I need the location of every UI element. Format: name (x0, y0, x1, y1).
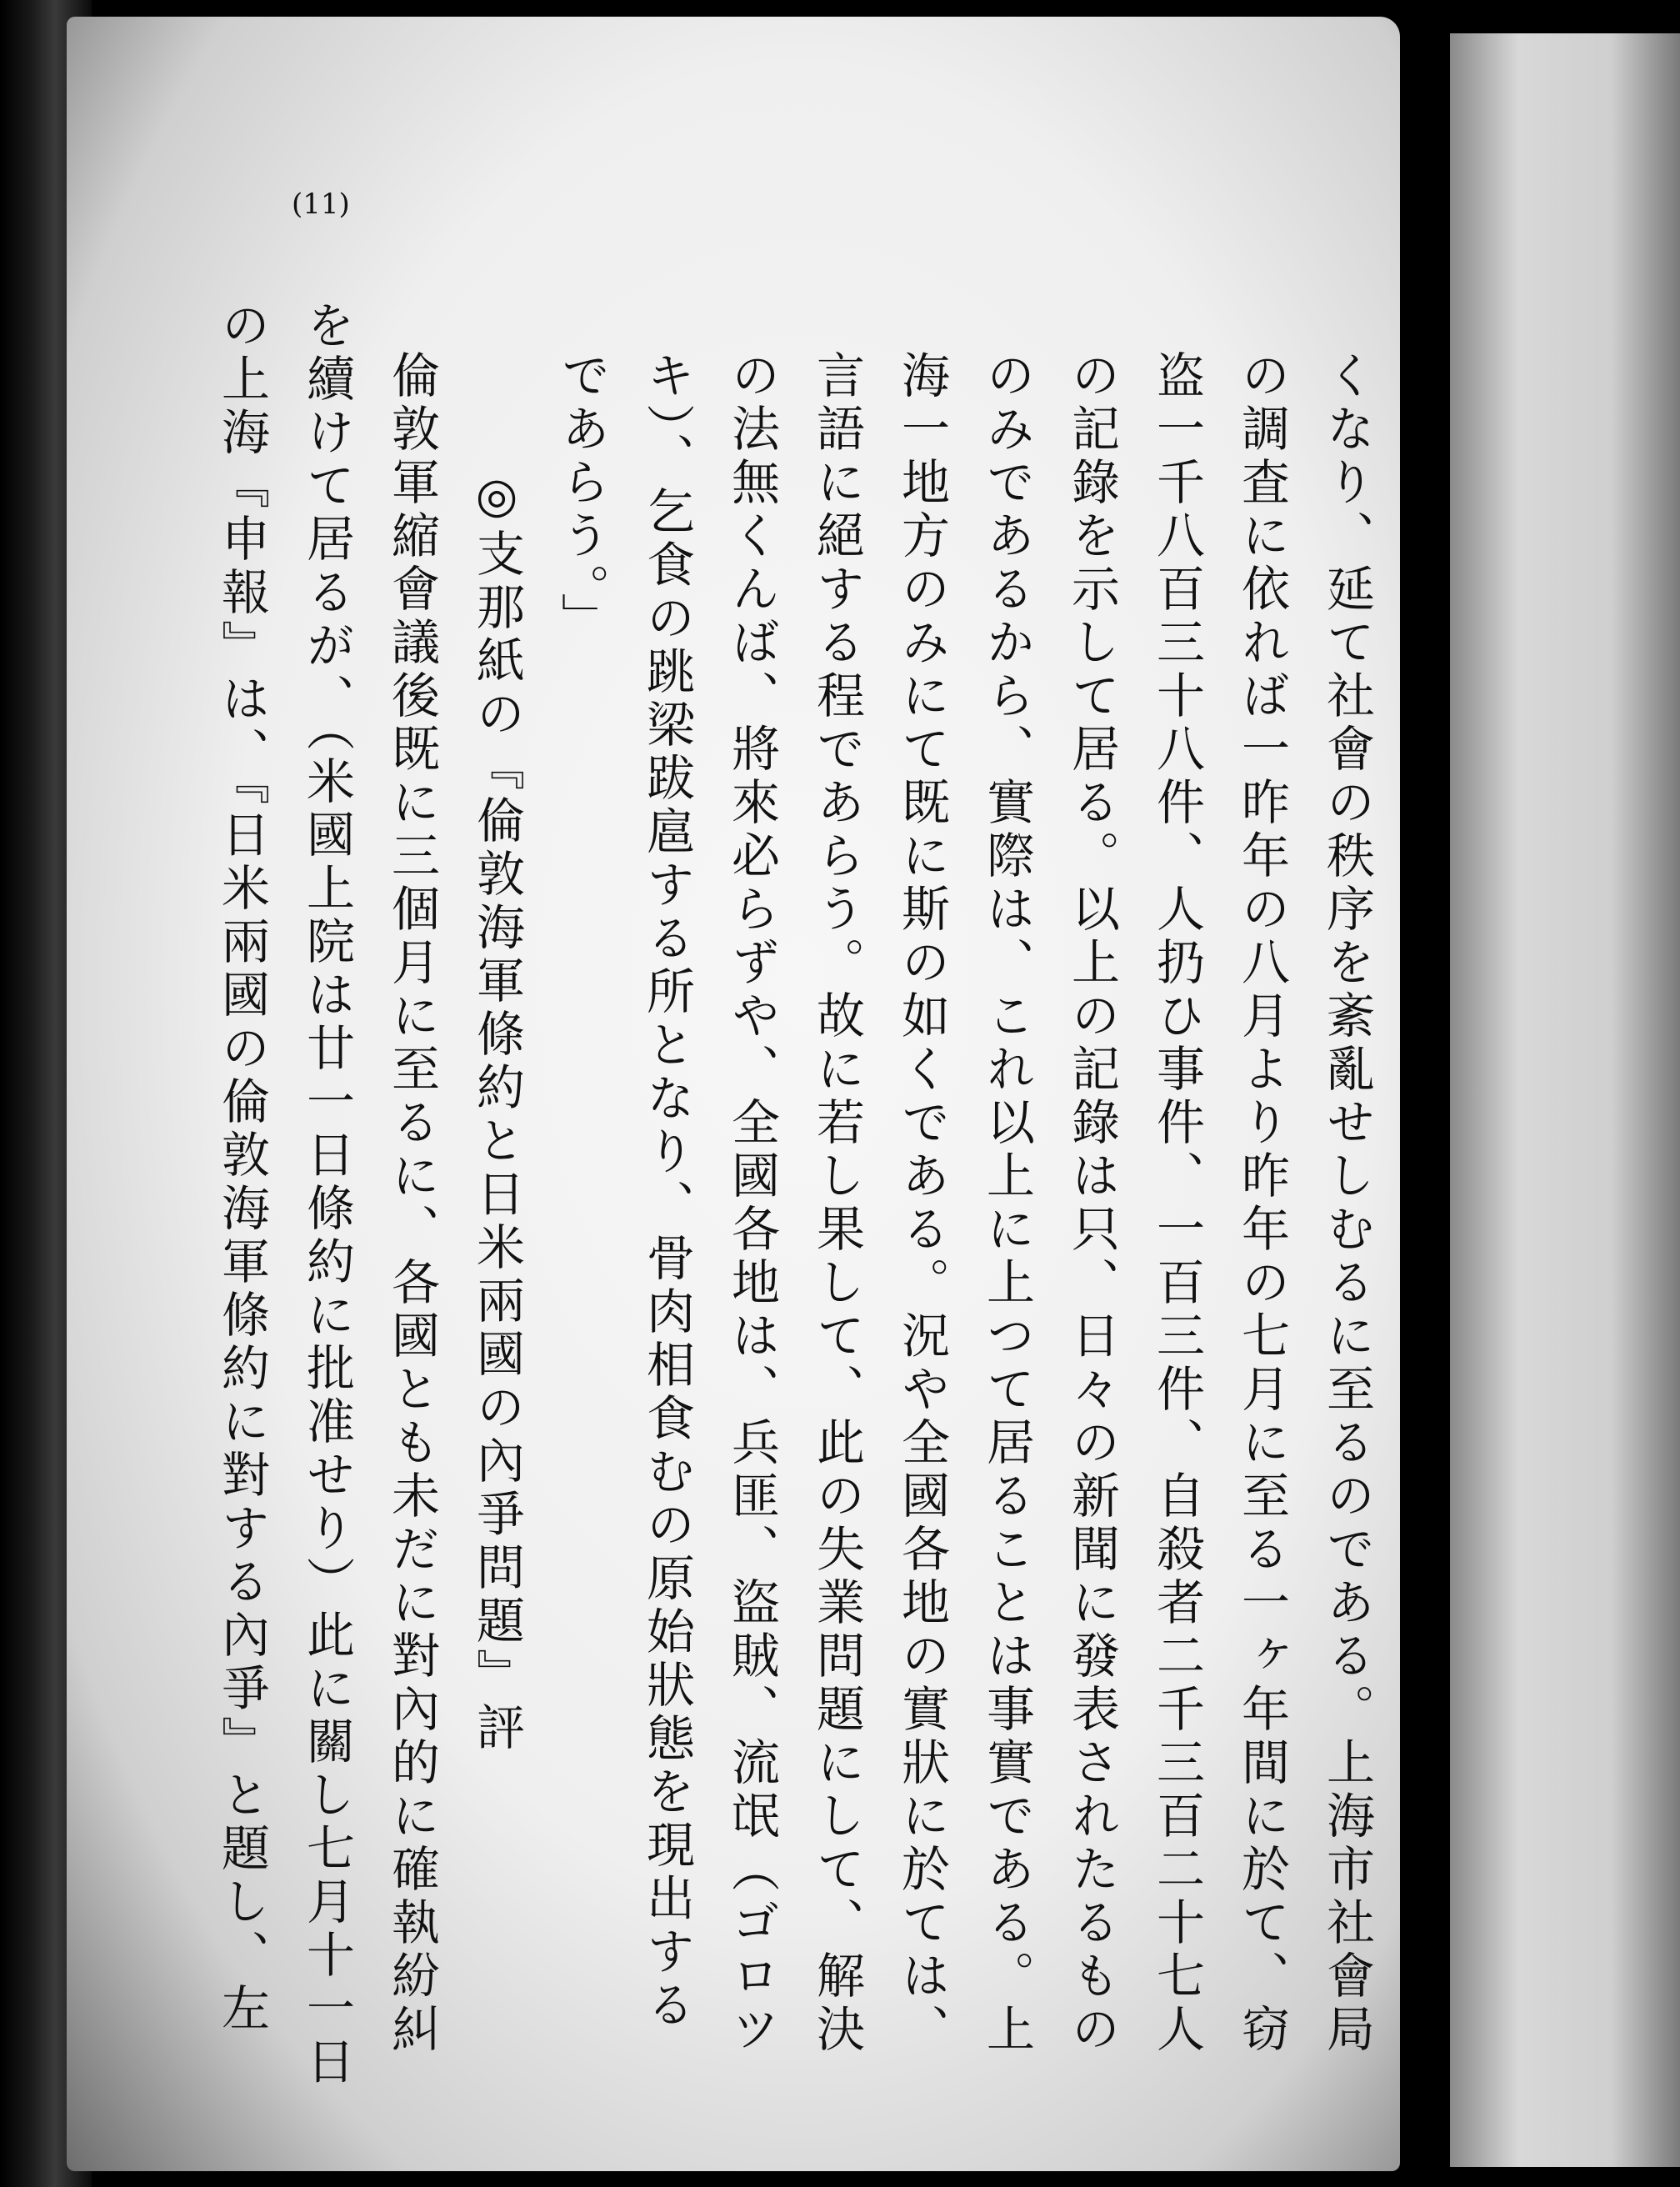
text-column: であらう。」 (553, 350, 610, 646)
text-column: 海一地方のみにて既に斯の如くである。況や全國各地の實狀に於ては、 (893, 350, 950, 2057)
text-column: キ）、乞食の跳梁跋扈する所となり、骨肉相食むの原始狀態を現出する (638, 350, 695, 2033)
text-column: 倫敦軍縮會議後既に三個月に至るに、各國とも未だに對內的に確執紛糾 (383, 350, 440, 2057)
text-column: 盗一千八百三十八件、人扔ひ事件、一百三件、自殺者二千三百二十七人 (1148, 350, 1205, 2057)
page-number: (11) (292, 188, 350, 221)
text-column: のみであるから、實際は、これ以上に上つて居ることは事實である。上 (978, 350, 1035, 2057)
text-column: を續けて居るが、（米國上院は廿一日條約に批准せり）此に關し七月十一日 (298, 300, 355, 2089)
text-column: くなり、延て社會の秩序を紊亂せしむるに至るのである。上海市社會局 (1318, 350, 1375, 2057)
text-column: の上海『申報』は、『日米兩國の倫敦海軍條約に對する內爭』と題し、左 (213, 300, 270, 2036)
text-column: の法無くんば、將來必らずや、全國各地は、兵匪、盜賊、流氓（ゴロツ (723, 350, 780, 2057)
text-column: 言語に絕する程であらう。故に若し果して、此の失業問題にして、解決 (808, 350, 865, 2057)
section-heading-column: ◎支那紙の『倫敦海軍條約と日米兩國の內爭問題』評 (468, 467, 525, 1755)
gutter-shadow (1400, 0, 1450, 2187)
text-column: の記錄を示して居る。以上の記錄は只、日々の新聞に發表されたるもの (1063, 350, 1120, 2057)
adjacent-page-edge (1450, 33, 1680, 2167)
text-column: の調査に依れば一昨年の八月より昨年の七月に至る一ヶ年間に於て、窃 (1233, 350, 1290, 2057)
